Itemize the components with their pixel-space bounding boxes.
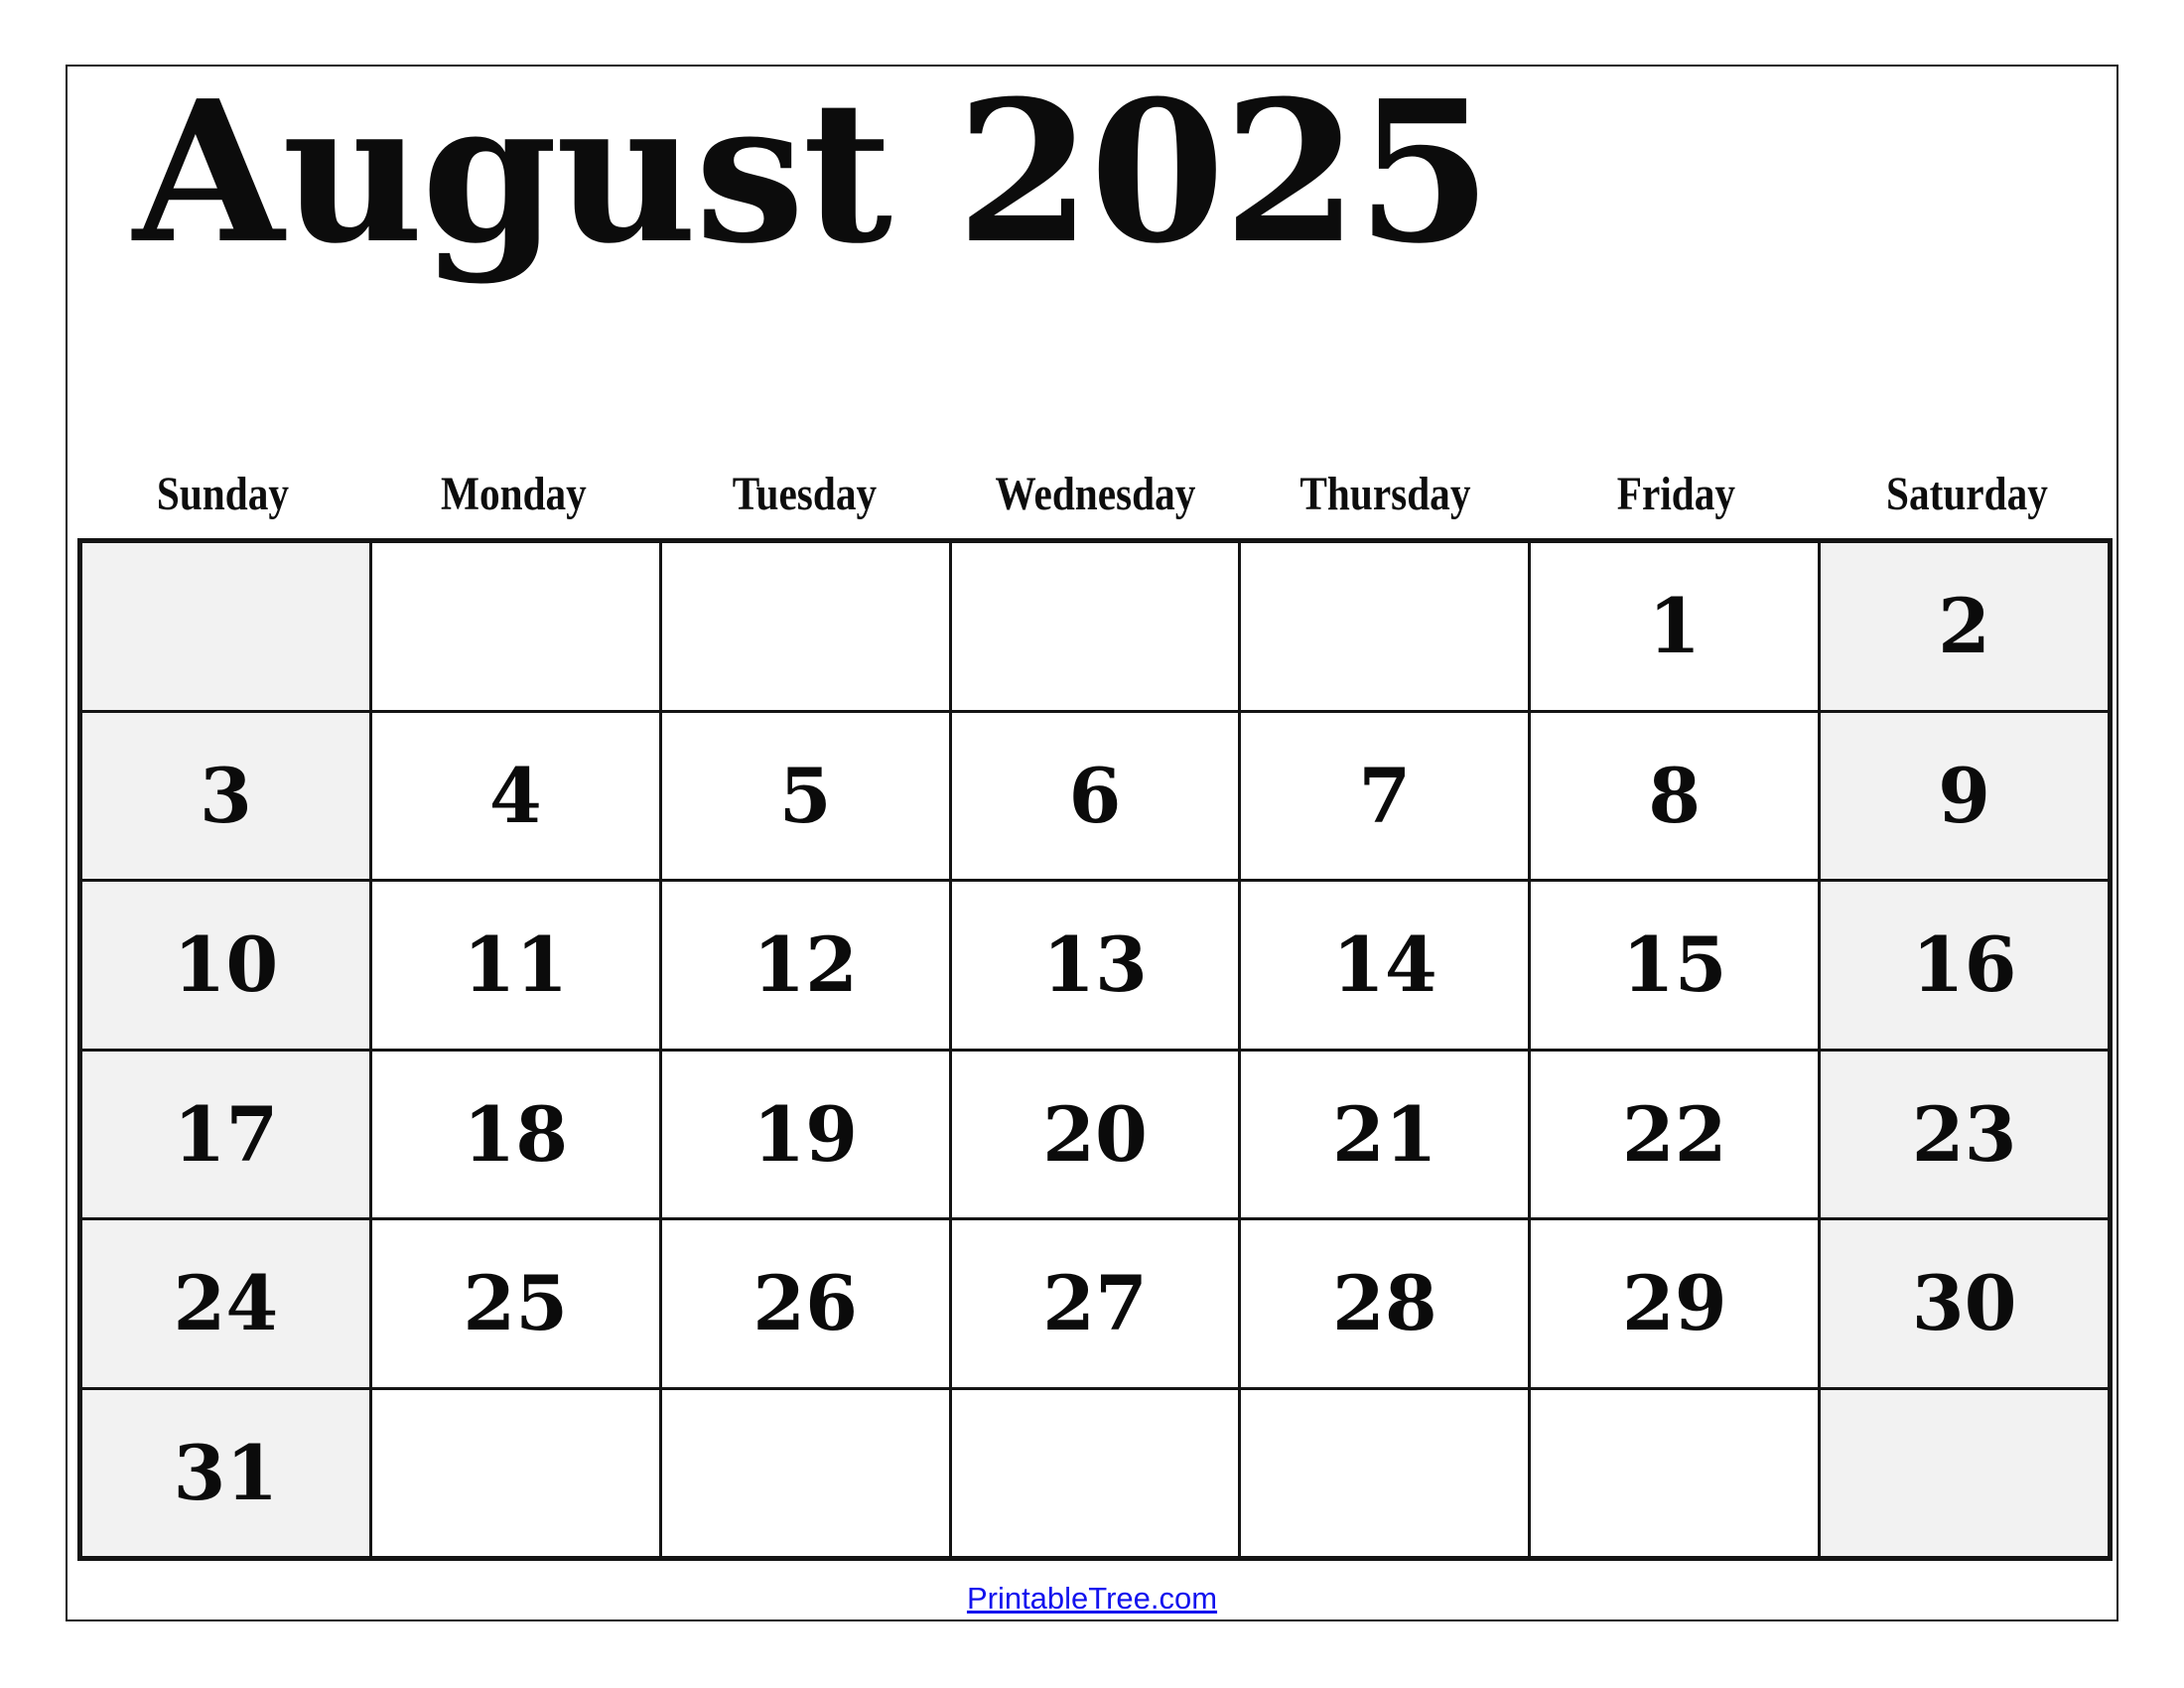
day-cell-18: 18: [372, 1052, 659, 1218]
day-cell-15: 15: [1531, 882, 1818, 1049]
day-cell-26: 26: [662, 1220, 949, 1387]
footer: [0, 1583, 2184, 1614]
empty-day-cell: [1241, 543, 1528, 710]
day-cell-22: 22: [1531, 1052, 1818, 1218]
day-cell-1: 1: [1531, 543, 1818, 710]
day-cell-24: 24: [82, 1220, 369, 1387]
page-title: August 2025: [133, 59, 1490, 287]
day-cell-11: 11: [372, 882, 659, 1049]
empty-day-cell: [662, 1390, 949, 1557]
day-cell-17: 17: [82, 1052, 369, 1218]
weekday-header-friday: Friday: [1617, 467, 1736, 520]
empty-day-cell: [1241, 1390, 1528, 1557]
weekday-header-tuesday: Tuesday: [732, 467, 877, 520]
empty-day-cell: [952, 543, 1239, 710]
weekday-header-saturday: Saturday: [1886, 467, 2049, 520]
day-cell-23: 23: [1821, 1052, 2108, 1218]
day-cell-7: 7: [1241, 713, 1528, 880]
day-cell-31: 31: [82, 1390, 369, 1557]
weekday-header-monday: Monday: [440, 467, 587, 520]
calendar-grid: [77, 538, 2113, 1561]
day-cell-27: 27: [952, 1220, 1239, 1387]
day-cell-20: 20: [952, 1052, 1239, 1218]
day-cell-14: 14: [1241, 882, 1528, 1049]
day-cell-3: 3: [82, 713, 369, 880]
day-cell-2: 2: [1821, 543, 2108, 710]
day-cell-8: 8: [1531, 713, 1818, 880]
empty-day-cell: [372, 543, 659, 710]
empty-day-cell: [1531, 1390, 1818, 1557]
day-cell-29: 29: [1531, 1220, 1818, 1387]
day-cell-9: 9: [1821, 713, 2108, 880]
day-cell-12: 12: [662, 882, 949, 1049]
day-cell-30: 30: [1821, 1220, 2108, 1387]
day-cell-19: 19: [662, 1052, 949, 1218]
day-cell-21: 21: [1241, 1052, 1528, 1218]
empty-day-cell: [372, 1390, 659, 1557]
empty-day-cell: [1821, 1390, 2108, 1557]
day-cell-6: 6: [952, 713, 1239, 880]
weekday-header-wednesday: Wednesday: [995, 467, 1195, 520]
weekday-header-thursday: Thursday: [1299, 467, 1471, 520]
day-cell-5: 5: [662, 713, 949, 880]
day-cell-28: 28: [1241, 1220, 1528, 1387]
day-cell-25: 25: [372, 1220, 659, 1387]
empty-day-cell: [662, 543, 949, 710]
day-cell-10: 10: [82, 882, 369, 1049]
day-cell-16: 16: [1821, 882, 2108, 1049]
day-cell-13: 13: [952, 882, 1239, 1049]
weekday-header-row: [77, 455, 2113, 532]
weekday-header-sunday: Sunday: [156, 467, 289, 520]
day-cell-4: 4: [372, 713, 659, 880]
empty-day-cell: [82, 543, 369, 710]
footer-link[interactable]: PrintableTree.com: [966, 1581, 1218, 1616]
empty-day-cell: [952, 1390, 1239, 1557]
